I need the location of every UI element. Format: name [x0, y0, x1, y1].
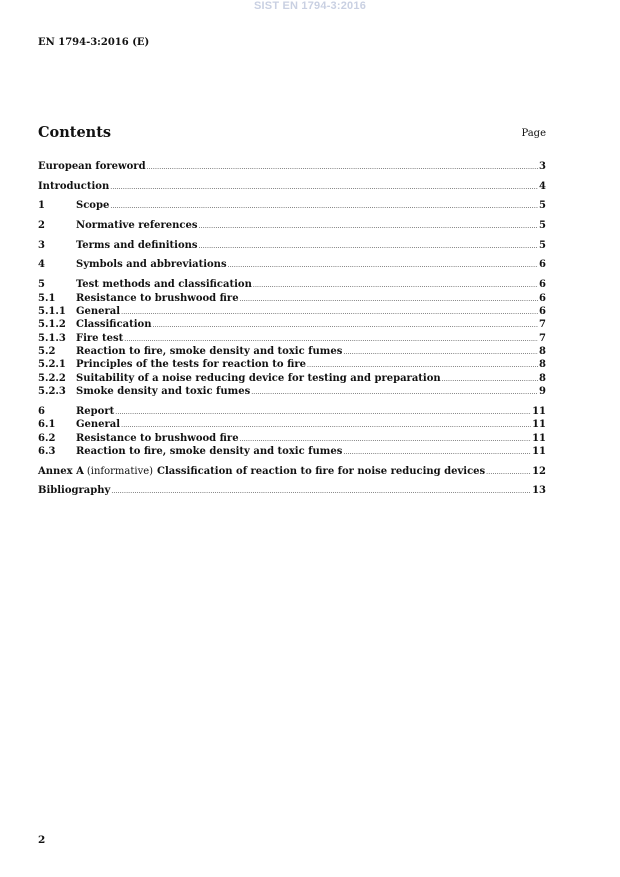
toc-entry-page: 8	[539, 359, 546, 371]
toc-entry-page: 6	[539, 305, 546, 317]
dot-leader	[110, 181, 538, 194]
dot-leader	[343, 346, 538, 359]
document-identifier: EN 1794-3:2016 (E)	[38, 37, 150, 48]
toc-entry-number: 4	[38, 259, 45, 271]
toc-entry-number: 5	[38, 279, 45, 291]
toc-entry-page: 5	[539, 200, 546, 212]
toc-entry-normative-references[interactable]	[38, 219, 546, 232]
toc-entry-report-brushwood-fire[interactable]	[38, 432, 546, 445]
toc-entry-title: General	[76, 419, 121, 431]
toc-entry-bibliography[interactable]	[38, 484, 546, 497]
toc-entry-number: 2	[38, 220, 45, 232]
toc-entry-number: 6.3	[38, 446, 56, 458]
toc-entry-number: 6.2	[38, 432, 56, 444]
toc-entry-introduction[interactable]	[38, 180, 546, 193]
toc-entry-number: 5.1.1	[38, 305, 66, 317]
dot-leader	[121, 306, 538, 319]
toc-entry-page: 11	[532, 419, 546, 431]
toc-entry-page: 11	[532, 405, 546, 417]
dot-leader	[307, 359, 538, 372]
watermark: SIST EN 1794-3:2016	[253, 0, 367, 12]
toc-entry-annex-label: Annex A	[38, 465, 84, 477]
toc-entry-page: 4	[539, 180, 546, 192]
toc-entry-report[interactable]	[38, 405, 546, 418]
toc-entry-number: 5.2.3	[38, 386, 66, 398]
toc-entry-number: 5.2	[38, 346, 56, 358]
toc-entry-number: 1	[38, 200, 45, 212]
dot-leader	[228, 259, 538, 272]
toc-entry-page: 11	[532, 446, 546, 458]
page-column-label: Page	[521, 128, 546, 139]
page-number: 2	[38, 834, 46, 846]
toc-entry-test-methods[interactable]	[38, 278, 546, 291]
toc-entry-page: 5	[539, 239, 546, 251]
toc-entry-title: Introduction	[38, 180, 110, 192]
dot-leader	[442, 373, 538, 386]
toc-entry-title: Reaction to fire, smoke density and toxic fumes	[76, 346, 343, 358]
toc-entry-page: 13	[532, 485, 546, 497]
dot-leader	[343, 446, 531, 459]
dot-leader	[253, 279, 538, 292]
toc-entry-annex-a[interactable]	[38, 465, 546, 478]
dot-leader	[199, 240, 539, 253]
toc-entry-number: 5.2.2	[38, 372, 66, 384]
toc-entry-number: 5.1.2	[38, 319, 66, 331]
toc-entry-symbols-and-abbreviations[interactable]	[38, 258, 546, 271]
toc-entry-general[interactable]	[38, 305, 546, 318]
dot-leader	[115, 406, 531, 419]
toc-entry-page: 8	[539, 372, 546, 384]
toc-entry-page: 3	[539, 161, 546, 172]
toc-entry-page: 6	[539, 259, 546, 271]
dot-leader	[240, 433, 532, 446]
toc-entry-page: 5	[539, 220, 546, 232]
toc-entry-number: 3	[38, 239, 45, 251]
toc-entry-scope[interactable]	[38, 199, 546, 212]
toc-entry-terms-and-definitions[interactable]	[38, 239, 546, 252]
toc-entry-classification[interactable]	[38, 318, 546, 331]
toc-entry-page: 6	[539, 292, 546, 304]
dot-leader	[486, 466, 531, 479]
toc-entry-annex-type: (informative)	[86, 465, 154, 477]
toc-entry-number: 6	[38, 405, 45, 417]
toc-entry-fire-test[interactable]	[38, 332, 546, 345]
toc-entry-title: Classification	[76, 319, 152, 331]
toc-entry-smoke-density[interactable]	[38, 385, 546, 398]
toc-entry-title: Scope	[76, 200, 110, 212]
dot-leader	[251, 386, 538, 399]
toc-entry-title: Reaction to fire, smoke density and toxic fumes	[76, 446, 343, 458]
toc-entry-title: Smoke density and toxic fumes	[76, 386, 251, 398]
toc-entry-title: Report	[76, 405, 115, 417]
toc-entry-title: Resistance to brushwood fire	[76, 432, 239, 444]
dot-leader	[199, 220, 539, 233]
toc-entry-title: General	[76, 305, 121, 317]
table-of-contents	[38, 160, 546, 498]
toc-entry-number: 5.1.3	[38, 332, 66, 344]
dot-leader	[121, 419, 531, 432]
toc-entry-title: Test methods and classification	[76, 279, 252, 291]
toc-entry-page: 8	[539, 346, 546, 358]
toc-entry-european-foreword[interactable]	[38, 160, 546, 173]
dot-leader	[110, 200, 538, 213]
toc-entry-principles-of-tests[interactable]	[38, 358, 546, 371]
toc-entry-page: 6	[539, 279, 546, 291]
toc-entry-page: 7	[539, 332, 546, 344]
toc-entry-number: 5.1	[38, 292, 56, 304]
toc-entry-title: Suitability of a noise reducing device for testing and preparation	[76, 372, 441, 384]
toc-entry-resistance-to-brushwood-fire[interactable]	[38, 292, 546, 305]
toc-entry-reaction-to-fire[interactable]	[38, 345, 546, 358]
toc-entry-title: European foreword	[38, 161, 146, 172]
toc-entry-page: 12	[532, 465, 546, 477]
toc-entry-report-general[interactable]	[38, 418, 546, 431]
toc-entry-title: Classification of reaction to fire for noise reducing devices	[157, 465, 486, 477]
toc-entry-title: Bibliography	[38, 485, 111, 497]
dot-leader	[240, 293, 538, 306]
toc-entry-title: Symbols and abbreviations	[76, 259, 227, 271]
toc-entry-page: 7	[539, 319, 546, 331]
toc-entry-number: 6.1	[38, 419, 56, 431]
toc-entry-title: Terms and definitions	[76, 239, 198, 251]
toc-entry-title: Principles of the tests for reaction to fire	[76, 359, 306, 371]
dot-leader	[124, 333, 538, 346]
toc-entry-title: Normative references	[76, 220, 198, 232]
toc-entry-page: 9	[539, 386, 546, 398]
toc-entry-title: Resistance to brushwood fire	[76, 292, 239, 304]
contents-heading: Contents	[38, 124, 112, 141]
toc-entry-report-reaction-to-fire[interactable]	[38, 445, 546, 458]
toc-entry-suitability[interactable]	[38, 372, 546, 385]
toc-entry-number: 5.2.1	[38, 359, 66, 371]
dot-leader	[111, 485, 531, 498]
toc-entry-page: 11	[532, 432, 546, 444]
toc-entry-title: Fire test	[76, 332, 124, 344]
dot-leader	[153, 319, 539, 332]
dot-leader	[147, 161, 538, 174]
